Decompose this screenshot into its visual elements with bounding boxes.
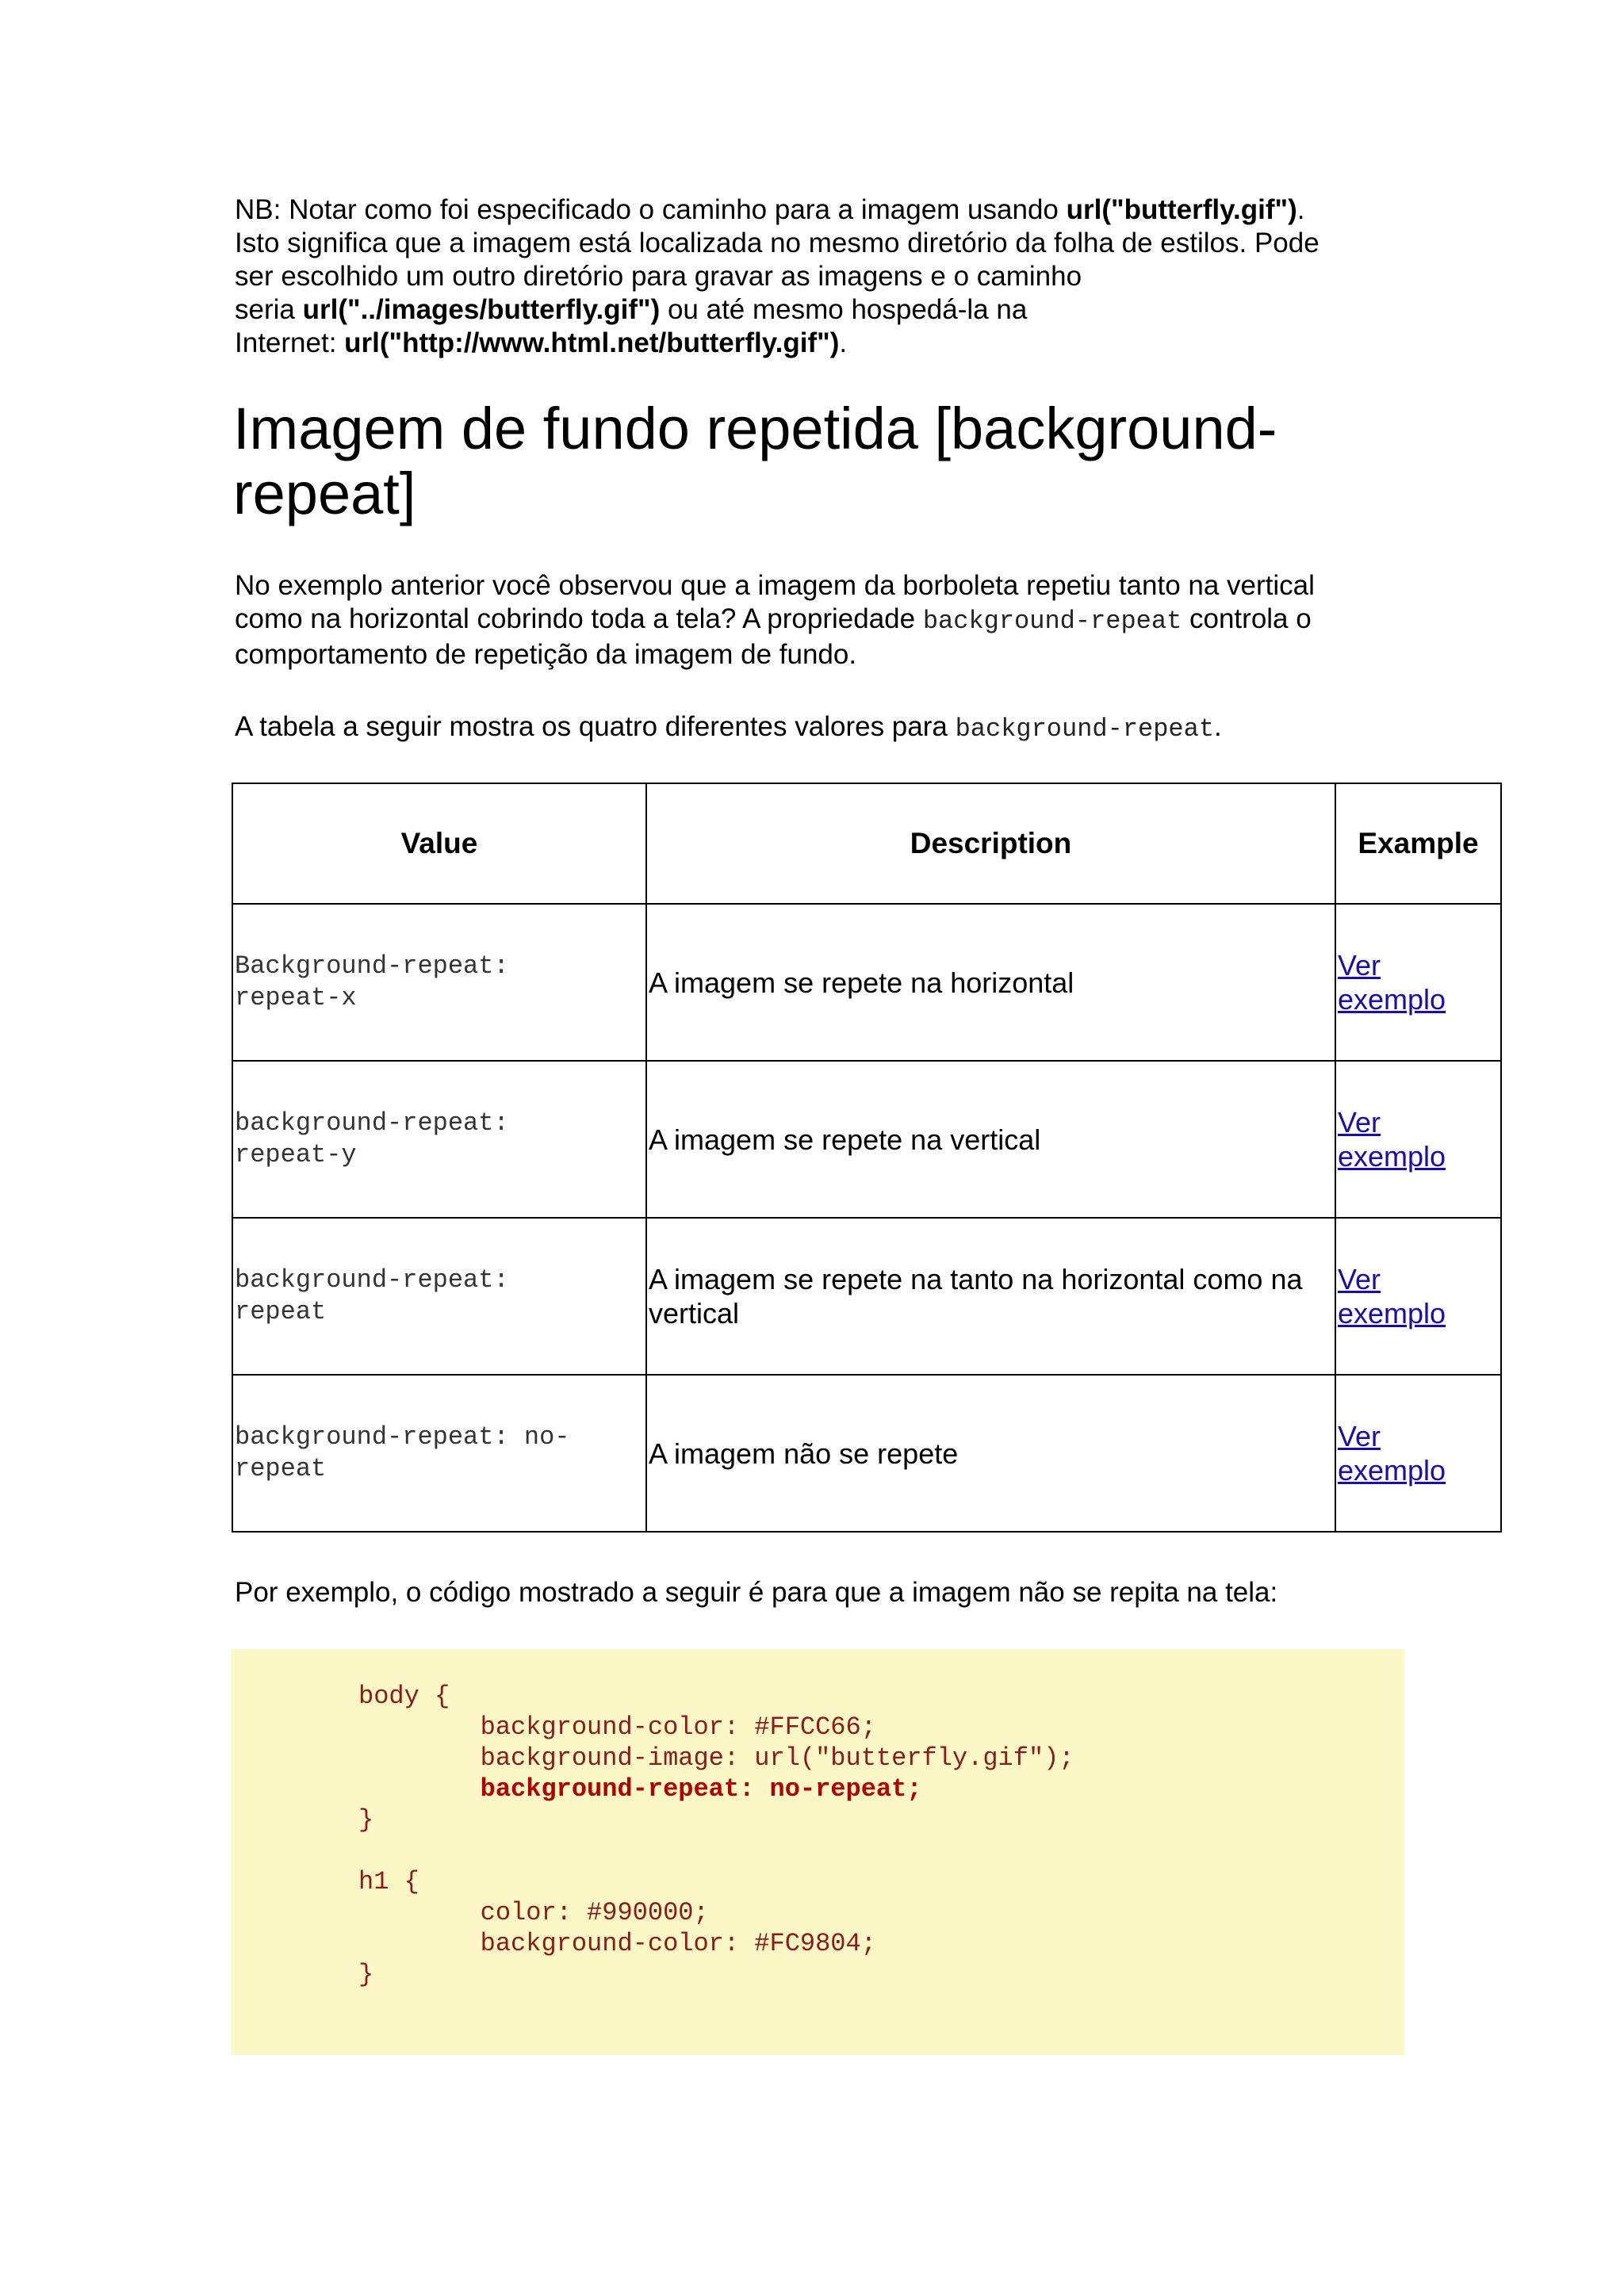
example-link-line-1: Ver xyxy=(1338,1263,1381,1295)
nb-line-2: Isto significa que a imagem está localizada no mesmo diretório da folha de estilos. Pode xyxy=(235,228,1320,258)
cell-value: background-repeat: no- repeat xyxy=(232,1375,646,1532)
cell-example xyxy=(1335,1218,1501,1375)
table-row xyxy=(232,1375,1501,1532)
table-intro-code: background-repeat xyxy=(955,714,1215,744)
example-link-line-2: exemplo xyxy=(1338,983,1446,1016)
cell-example xyxy=(1335,904,1501,1061)
code-line: h1 { xyxy=(358,1867,419,1896)
code-line: background-image: url("butterfly.gif"); xyxy=(358,1743,1074,1773)
example-link-line-1: Ver xyxy=(1338,1420,1381,1452)
nb-line-1-bold: url("butterfly.gif") xyxy=(1066,194,1297,225)
intro-line-2-text: como na horizontal cobrindo toda a tela? A propriedade xyxy=(235,603,923,634)
table-row xyxy=(232,904,1501,1061)
table-header-row xyxy=(232,783,1501,904)
example-link[interactable] xyxy=(1338,1419,1499,1487)
code-line: } xyxy=(358,1805,374,1835)
example-link[interactable] xyxy=(1338,1105,1499,1173)
example-paragraph: Por exemplo, o código mostrado a seguir é para que a imagem não se repita na tela: xyxy=(235,1577,1278,1608)
cell-value: background-repeat: repeat xyxy=(232,1218,646,1375)
nb-line-5 xyxy=(235,327,1408,360)
example-link-line-2: exemplo xyxy=(1338,1454,1446,1487)
intro-line-2 xyxy=(235,603,1408,638)
nb-line-1-end: . xyxy=(1297,194,1305,225)
code-line-highlighted: background-repeat: no-repeat; xyxy=(358,1774,922,1804)
example-link[interactable] xyxy=(1338,948,1499,1016)
code-line: } xyxy=(358,1960,374,1989)
table-intro-end: . xyxy=(1214,711,1222,742)
section-heading-line-2: repeat] xyxy=(233,461,416,526)
example-link-line-1: Ver xyxy=(1338,1106,1381,1138)
cell-example xyxy=(1335,1375,1501,1532)
nb-line-4 xyxy=(235,293,1408,327)
table-intro xyxy=(235,710,1408,746)
intro-line-1: No exemplo anterior você observou que a imagem da borboleta repetiu tanto na vertical xyxy=(235,570,1315,601)
header-value: Value xyxy=(232,783,646,904)
table-intro-text: A tabela a seguir mostra os quatro diferentes valores para xyxy=(235,711,956,742)
cell-value: background-repeat: repeat-y xyxy=(232,1061,646,1218)
nb-line-5-text: Internet: xyxy=(235,327,345,358)
nb-line-4-bold: url("../images/butterfly.gif") xyxy=(302,294,661,325)
code-block xyxy=(231,1649,1404,2055)
intro-paragraph xyxy=(235,569,1408,672)
cell-description: A imagem se repete na horizontal xyxy=(646,904,1335,1061)
intro-line-2-code: background-repeat xyxy=(922,607,1182,636)
code-line: background-color: #FC9804; xyxy=(358,1929,876,1958)
example-link-line-2: exemplo xyxy=(1338,1140,1446,1173)
example-link-line-1: Ver xyxy=(1338,949,1381,982)
cell-description: A imagem não se repete xyxy=(646,1375,1335,1532)
section-heading-line-1: Imagem de fundo repetida [background- xyxy=(233,396,1277,461)
example-link-line-2: exemplo xyxy=(1338,1297,1446,1330)
nb-paragraph xyxy=(235,193,1408,360)
table-row xyxy=(232,1218,1501,1375)
header-example: Example xyxy=(1335,783,1501,904)
nb-line-3: ser escolhido um outro diretório para gravar as imagens e o caminho xyxy=(235,261,1082,292)
nb-line-5-end: . xyxy=(839,327,848,358)
example-link[interactable] xyxy=(1338,1262,1499,1330)
cell-description: A imagem se repete na tanto na horizontal como na vertical xyxy=(646,1218,1335,1375)
background-repeat-table xyxy=(232,783,1502,1533)
section-heading xyxy=(233,396,1423,526)
intro-line-2-end: controla o xyxy=(1182,603,1312,634)
nb-line-5-bold: url("http://www.html.net/butterfly.gif") xyxy=(344,327,840,358)
nb-line-1-text: NB: Notar como foi especificado o caminho para a imagem usando xyxy=(235,194,1067,225)
nb-line-4-text: seria xyxy=(235,294,303,325)
intro-line-3: comportamento de repetição da imagem de fundo. xyxy=(235,639,857,670)
header-description: Description xyxy=(646,783,1335,904)
table-row xyxy=(232,1061,1501,1218)
code-line: background-color: #FFCC66; xyxy=(358,1712,876,1742)
cell-example xyxy=(1335,1061,1501,1218)
cell-value: Background-repeat: repeat-x xyxy=(232,904,646,1061)
code-line: color: #990000; xyxy=(358,1898,709,1927)
nb-line-1 xyxy=(235,193,1408,227)
nb-line-4-end: ou até mesmo hospedá-la na xyxy=(660,294,1028,325)
cell-description: A imagem se repete na vertical xyxy=(646,1061,1335,1218)
code-line: body { xyxy=(358,1682,450,1711)
